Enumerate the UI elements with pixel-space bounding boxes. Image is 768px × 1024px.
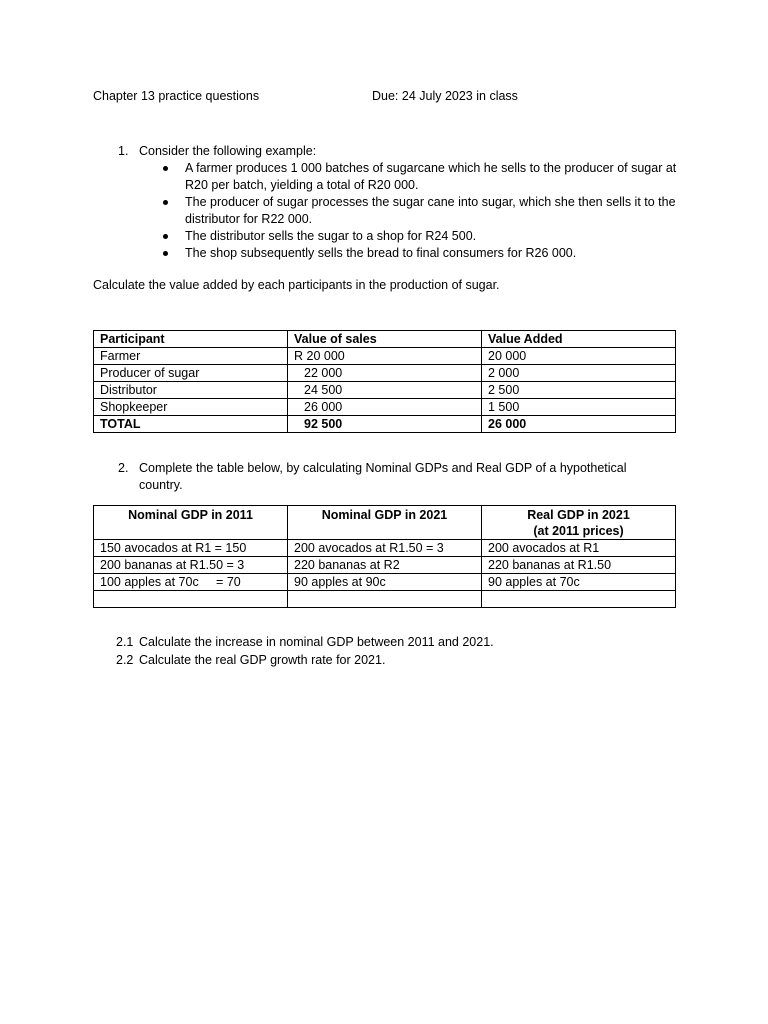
question-1-instruction: Calculate the value added by each participants in the production of sugar. (93, 278, 500, 292)
table-cell: 92 500 (288, 416, 482, 433)
table-row (94, 365, 676, 382)
table-cell (288, 591, 482, 608)
bullet-icon (163, 234, 168, 239)
table-row (94, 574, 676, 591)
bullet-list (158, 160, 678, 262)
list-item (158, 194, 678, 228)
table-cell: 26 000 (482, 416, 676, 433)
table-row (94, 557, 676, 574)
table-cell: 220 bananas at R1.50 (482, 557, 676, 574)
table-row (94, 399, 676, 416)
table-total-row (94, 416, 676, 433)
table-cell: 200 bananas at R1.50 = 3 (94, 557, 288, 574)
list-item-text: The shop subsequently sells the bread to final consumers for R26 000. (185, 246, 577, 260)
column-header: Value Added (482, 331, 676, 348)
table-cell: Producer of sugar (94, 365, 288, 382)
bullet-icon (163, 200, 168, 205)
table-cell: 200 avocados at R1.50 = 3 (288, 540, 482, 557)
table-row (94, 348, 676, 365)
table-cell: 100 apples at 70c = 70 (94, 574, 288, 591)
table-cell: 90 apples at 70c (482, 574, 676, 591)
table-cell: 200 avocados at R1 (482, 540, 676, 557)
list-item (158, 160, 678, 194)
table-cell: 90 apples at 90c (288, 574, 482, 591)
question-number: 2. (118, 461, 129, 475)
question-prompt: Consider the following example: (139, 144, 317, 158)
column-header: Value of sales (288, 331, 482, 348)
list-item-text: The producer of sugar processes the sugar cane into sugar, which she then sells it to the distributor for R22 000. (185, 195, 676, 226)
table-cell: 2 000 (482, 365, 676, 382)
subquestion-number: 2.1 (116, 635, 134, 649)
table-cell: 1 500 (482, 399, 676, 416)
table-row (94, 540, 676, 557)
subquestion-text: Calculate the increase in nominal GDP between 2011 and 2021. (139, 635, 494, 649)
table-cell: TOTAL (94, 416, 288, 433)
table-cell: 220 bananas at R2 (288, 557, 482, 574)
gdp-table (93, 505, 676, 608)
table-header-row (94, 506, 676, 540)
subquestion-text: Calculate the real GDP growth rate for 2021. (139, 653, 386, 667)
column-header (482, 506, 676, 540)
bullet-icon (163, 251, 168, 256)
list-item (158, 245, 678, 262)
bullet-icon (163, 166, 168, 171)
table-cell: 24 500 (288, 382, 482, 399)
column-header-line: (at 2011 prices) (533, 524, 624, 538)
table-cell (94, 591, 288, 608)
table-cell (482, 591, 676, 608)
column-header: Nominal GDP in 2011 (94, 506, 288, 540)
column-header-line: Real GDP in 2021 (527, 508, 630, 522)
list-item (158, 228, 678, 245)
table-cell: R 20 000 (288, 348, 482, 365)
question-prompt: Complete the table below, by calculating Nominal GDPs and Real GDP of a hypothetical country. (139, 461, 627, 492)
table-cell: 22 000 (288, 365, 482, 382)
table-header-row (94, 331, 676, 348)
document-title: Chapter 13 practice questions (93, 89, 260, 103)
list-item-text: The distributor sells the sugar to a shop for R24 500. (185, 229, 477, 243)
table-cell: 150 avocados at R1 = 150 (94, 540, 288, 557)
column-header: Nominal GDP in 2021 (288, 506, 482, 540)
table-cell: Farmer (94, 348, 288, 365)
subquestion-number: 2.2 (116, 653, 134, 667)
value-added-table (93, 330, 676, 433)
table-row (94, 382, 676, 399)
list-item-text: A farmer produces 1 000 batches of sugarcane which he sells to the producer of sugar at R20 per batch, yielding a total of R20 000. (185, 161, 677, 192)
column-header: Participant (94, 331, 288, 348)
table-cell: Shopkeeper (94, 399, 288, 416)
table-cell: 26 000 (288, 399, 482, 416)
table-cell: Distributor (94, 382, 288, 399)
question-number: 1. (118, 144, 129, 158)
table-row (94, 591, 676, 608)
table-cell: 2 500 (482, 382, 676, 399)
due-date: Due: 24 July 2023 in class (372, 89, 518, 103)
table-cell: 20 000 (482, 348, 676, 365)
